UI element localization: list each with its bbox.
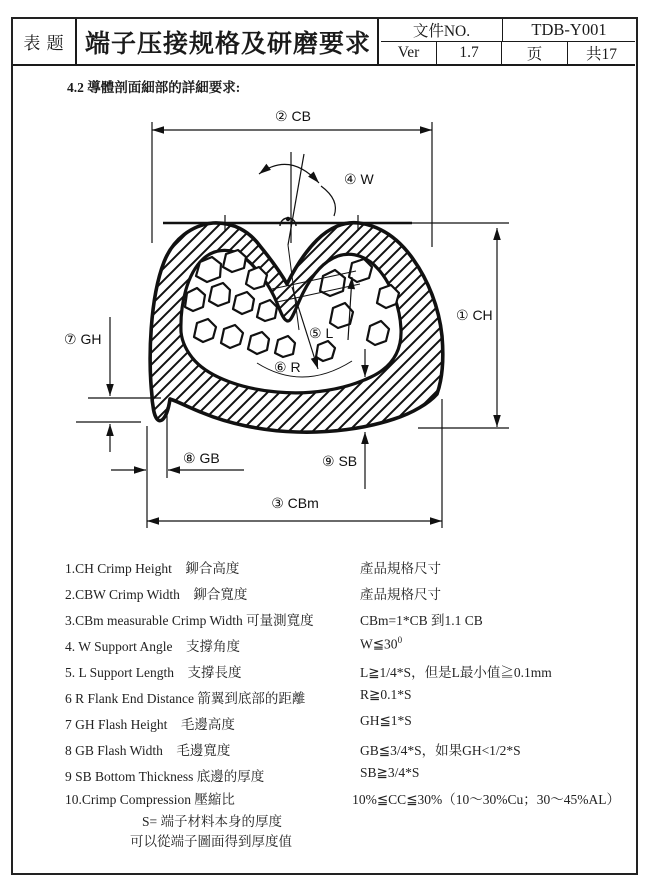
spec-row [65,583,620,609]
spec-value: 10%≦CC≦30%（10～30%Cu；30～45%AL） [352,791,620,807]
spec-value: SB≧3/4*S [360,765,420,780]
spec-row [65,609,620,635]
title-label-cell [13,19,77,64]
doc-no-value: TDB-Y001 [531,20,607,39]
superscript: 0 [397,635,403,645]
spec-value: CBm=1*CB 到1.1 CB [360,613,483,628]
spec-note: S= 端子材料本身的厚度 [142,814,282,829]
spec-term: 4. W Support Angle 支撐角度 [65,639,241,654]
spec-term: 3.CBm measurable Crimp Width 可量測寬度 [65,613,314,628]
page-label: 页 [502,42,568,64]
crimp-cross-section-diagram [0,90,650,555]
spec-row [65,557,620,583]
dim-label-w: ④ W [344,171,374,187]
spec-row [65,661,620,687]
spec-value: 產品規格尺寸 [360,561,441,576]
title-block [13,19,635,66]
spec-row [65,687,620,713]
spec-term: 7 GH Flash Height 毛邊高度 [65,717,235,732]
spec-term: 9 SB Bottom Thickness 底邊的厚度 [65,769,265,784]
spec-row [65,713,620,739]
dim-label-r: ⑥ R [274,359,301,375]
dim-label-sb: ⑨ SB [322,453,358,469]
spec-note: 可以從端子圖面得到厚度值 [130,834,292,849]
spec-term: 10.Crimp Compression 壓縮比 [65,791,235,807]
dim-label-gb: ⑧ GB [183,450,220,466]
title-label: 表 题 [23,34,65,53]
spec-term: 1.CH Crimp Height 鉚合高度 [65,561,240,576]
page-total: 共17 [585,46,617,63]
version-label: Ver [381,42,437,64]
spec-row [65,788,620,811]
dim-label-cbm: ③ CBm [271,495,319,511]
spec-value: 產品規格尺寸 [360,587,441,602]
document-title: 端子压接规格及研磨要求 [84,29,371,58]
spec-list [65,557,620,850]
document-title-cell [79,19,379,64]
dim-label-l: ⑤ L [309,325,334,341]
dim-label-gh: ⑦ GH [64,331,102,347]
crimp-body [150,223,443,432]
spec-row [65,739,620,765]
spec-value: L≧1/4*S，但是L最小值≧0.1mm [360,665,552,680]
spec-row [65,635,620,661]
spec-term: 6 R Flank End Distance 箭翼到底部的距離 [65,691,306,706]
spec-row [65,765,620,788]
spec-value: $W≦30^0$ [360,635,403,652]
spec-value: GB≦3/4*S，如果GH<1/2*S [360,743,521,758]
dim-label-ch: ① CH [456,307,493,323]
spec-term: 8 GB Flash Width 毛邊寬度 [65,743,231,758]
spec-value: R≧0.1*S [360,687,412,702]
doc-no-label: 文件NO. [381,19,503,41]
dim-label-cb: ② CB [275,108,311,124]
section-heading: 4.2 導體剖面細部的詳細要求: [67,80,241,95]
version-value: 1.7 [437,42,502,64]
spec-value: GH≦1*S [360,713,412,728]
spec-term: 2.CBW Crimp Width 鉚合寬度 [65,587,248,602]
spec-term: 5. L Support Length 支撐長度 [65,665,242,680]
title-block-meta [381,19,635,64]
